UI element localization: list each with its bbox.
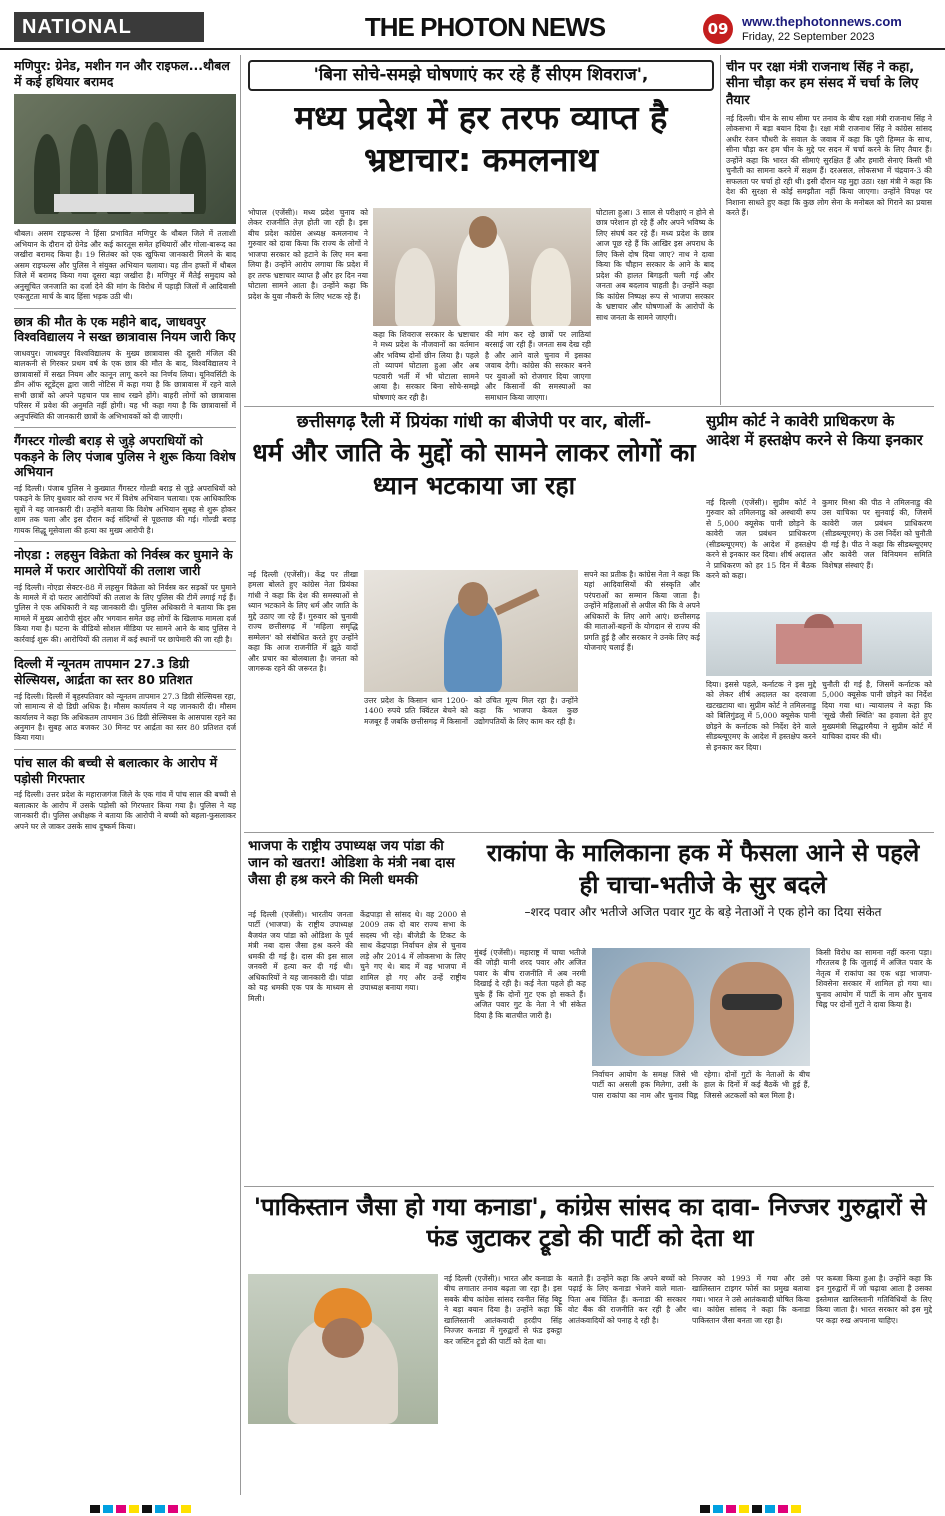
left-column [14, 58, 236, 1494]
headline-odisha: भाजपा के राष्ट्रीय उपाध्यक्ष जय पांडा की जान को खतरा! ओडिशा के मंत्री नबा दास जैसा ही हश्र करने की मिली धमकी [248, 838, 455, 888]
article-canada-col2: बताते हैं। उन्होंने कहा कि अपने बच्चों को पढ़ाई के लिए कनाडा भेजने वाले माता-पिता अब चिंतित हैं। कनाडा की सरकार वोट बैंक की राजनीति कर रही है और आतंकवादियों को पनाह दे रही है। [568, 1274, 686, 1325]
article-jadavpur: जाधवपुर। जाधवपुर विश्वविद्यालय के मुख्य छात्रावास की दूसरी मंजिल की बालकनी से गिरकर प्रथम वर्ष के एक छात्र की मौत के बाद, विश्वविद्यालय ने छात्रावासों में सख्त नियम और कानून लागू करने का निर्णय लिया। यूनिवर्सिटी के डीन ऑफ स्टूडेंट्स द्वारा जारी नोटिस में कहा गया है कि छात्रावास में रहने वाले सभी छात्रों को अपने पहचान पत्र साथ रखने होंगे। बाहरी लोगों को छात्रावास परिसर में प्रवेश की अनुमति नहीं होगी। यह भी कहा गया है कि छात्रावासों में अनुपस्थिति की जानकारी छात्रों के अभिभावकों को दी जाएगी। [14, 348, 236, 421]
article-ncp-col3: किसी विरोध का सामना नहीं करना पड़ा। गौरतलब है कि जुलाई में अजित पवार के नेतृत्व में राकांपा का एक धड़ा भाजपा-शिवसेना सरकार में शामिल हो गया था। चुनाव आयोग में पार्टी के नाम और चुनाव चिह्न पर दोनों गुटों ने दावा किया है। [816, 948, 932, 1010]
photo-supreme-court [706, 612, 932, 676]
article-canada-col3: निज्जर को 1993 में गया और उसे खालिस्तान टाइगर फोर्स का प्रमुख बताया गया। भारत ने उसे आतंकवादी घोषित किया था। कांग्रेस सांसद ने कहा कि कनाडा पाकिस्तान जैसा बनता जा रहा है। [692, 1274, 810, 1325]
column-divider [720, 55, 721, 405]
dateline: Friday, 22 September 2023 [742, 31, 875, 43]
headline-priyanka: धर्म और जाति के मुद्दों को सामने लाकर लोगों का ध्यान भटकाया जा रहा [252, 438, 696, 501]
headline-canada: 'पाकिस्तान जैसा हो गया कनाडा', कांग्रेस सांसद का दावा- निज्जर गुरुद्वारों से फंड जुटाकर ट्रूडो की पार्टी को देता था [253, 1193, 927, 1253]
article-kamalnath-col4: घोटाला हुआ। 3 साल से परीक्षाएं न होने से छात्र परेशान हो रहे हैं और अपने भविष्य के लिए संघर्ष कर रहे हैं। मध्य प्रदेश के छात्र आज पूछ रहे हैं कि आखिर इस अपराध के लिए किसे दोष दिया जाए? नाथ ने दावा किया कि चौहान सरकार के आने के बाद प्रदेश की हालत बिगड़ती चली गई और जनता अब बदलाव चाहती है। उन्होंने कहा कि कांग्रेस निष्पक्ष रूप से भाजपा सरकार के भ्रष्टाचार और घोषणाओं के आरोपों के साथ जनता के सामने जाएगी। [596, 208, 714, 322]
photo-manipur-weapons [14, 94, 236, 224]
article-priyanka-col2: उत्तर प्रदेश के किसान धान 1200-1400 रुपये प्रति क्विंटल बेचने को मजबूर हैं जबकि छत्तीसगढ़ में किसानों को उचित मूल्य मिल रहा है। उन्होंने कहा कि भाजपा केवल कुछ उद्योगपतियों के लिए काम कर रही है। [364, 696, 578, 726]
headline-cauvery: सुप्रीम कोर्ट ने कावेरी प्राधिकरण के आदेश में हस्तक्षेप करने से किया इनकार [706, 412, 923, 449]
story-canada [248, 1192, 932, 1492]
headline-goldy-brar: गैंगस्टर गोल्डी बराड़ से जुड़े अपराधियों को पकड़ने के लिए पंजाब पुलिस ने शुरू किया विशेष अभियान [14, 433, 236, 480]
article-priyanka-col1: नई दिल्ली (एजेंसी)। केंद्र पर तीखा हमला बोलते हुए कांग्रेस नेता प्रियंका गांधी ने कहा कि देश की समस्याओं से ध्यान भटकाने के लिए धर्म और जाति के मुद्दे उठाए जा रहे हैं। गुरुवार को चुनावी राज्य छत्तीसगढ़ में 'महिला समृद्धि सम्मेलन' को संबोधित करते हुए उन्होंने कहा कि आज राजनीति में झूठे वादों और प्रचार का बोलबाला है। जनता को जागरूक रहने की जरूरत है। [248, 570, 358, 674]
photo-pawar [592, 948, 810, 1066]
kicker-kamalnath: 'बिना सोचे-समझे घोषणाएं कर रहे हैं सीएम शिवराज', [248, 60, 714, 91]
color-registration-mark [90, 1498, 250, 1506]
headline-arrest: पांच साल की बच्ची से बलात्कार के आरोप में पड़ोसी गिरफ्तार [14, 754, 218, 786]
article-odisha-col2: केंद्रपाड़ा से सांसद थे। वह 2000 से 2009 तक दो बार राज्य सभा के सदस्य भी रहे। बीजेडी के टिकट के साथ केंद्रपाड़ा निर्वाचन क्षेत्र से चुनाव लड़े और 2014 में लोकसभा के लिए चुने गए थे। बाद में वह भाजपा में शामिल हो गए और उन्हें राष्ट्रीय उपाध्यक्ष बनाया गया। [360, 910, 466, 993]
story-ncp [474, 838, 932, 1184]
story-odisha [248, 838, 466, 1184]
article-priyanka-col3: सपने का प्रतीक है। कांग्रेस नेता ने कहा कि यहां आदिवासियों की संस्कृति और परंपराओं का सम्मान किया जाता है। उन्होंने महिलाओं से अपील की कि वे अपने अधिकारों के लिए आगे आएं। छत्तीसगढ़ की माताओं-बहनों के योगदान से राज्य की प्रगति हुई है और सरकार ने उनके लिए कई योजनाएं चलाई हैं। [584, 570, 700, 653]
article-goldy-brar: नई दिल्ली। पंजाब पुलिस ने कुख्यात गैंगस्टर गोल्डी बराड़ से जुड़े अपराधियों को पकड़ने के लिए बुधवार को राज्य भर में विशेष अभियान चलाया। एक आधिकारिक सूत्रों ने यह जानकारी दी। उन्होंने बताया कि विशेष अभियान सुबह से शुरू होकर शाम तक चला और इस दौरान कई संदिग्धों से पूछताछ की गई। गोल्डी बराड़ गायक सिद्धू मूसेवाला की हत्या का मुख्य आरोपी है। [14, 483, 236, 535]
article-kamalnath-col2: कहा कि शिवराज सरकार के भ्रष्टाचार ने मध्य प्रदेश के नौजवानों का वर्तमान और भविष्य दोनों छीन लिया है। पहले तो व्यापमं घोटाला हुआ और अब पटवारी भर्ती में भी घोटाला सामने आया है। सरकार बिना सोचे-समझे घोषणाएं कर रही है। [373, 330, 479, 402]
kicker-priyanka: छत्तीसगढ़ रैली में प्रियंका गांधी का बीजेपी पर वार, बोलीं- [296, 412, 652, 432]
photo-ravneet-bittu [248, 1274, 438, 1424]
headline-manipur: मणिपुर: ग्रेनेड, मशीन गन और राइफल...थौबल में कई हथियार बरामद [14, 58, 230, 89]
article-manipur: थौबल। असम राइफल्स ने हिंसा प्रभावित मणिपुर के थौबल जिले में तलाशी अभियान के दौरान दो ग्रेनेड और कई कारतूस समेत हथियारों और गोला-बारूद का जखीरा बरामद किया है। 19 सितंबर को एक खुफिया जानकारी मिलने के बाद असम राइफल्स और पुलिस ने संयुक्त अभियान चलाया। यह तीन हफ्तों में थौबल जिले में बरामद किया गया दूसरा बड़ा जखीरा है। मणिपुर में मैतेई समुदाय को अनुसूचित जनजाति का दर्जा देने की मांग के विरोध में पहाड़ी जिलों में आदिवासी एकजुटता मार्च के बाद हिंसा भड़क उठी थी। [14, 229, 236, 302]
article-rajnath: नई दिल्ली। चीन के साथ सीमा पर तनाव के बीच रक्षा मंत्री राजनाथ सिंह ने लोकसभा में बड़ा बयान दिया है। रक्षा मंत्री राजनाथ सिंह ने कांग्रेस सांसद अधीर रंजन चौधरी के सवाल के जवाब में कहा कि पूरी हिम्मत के साथ, सीना चौड़ा कर हम चीन के मुद्दे पर सदन में चर्चा करने के लिए तैयार हैं। उन्होंने कहा कि भारत की सीमाएं सुरक्षित हैं और हमारी सेनाएं किसी भी चुनौती का सामना करने में सक्षम हैं। दरअसल, लोकसभा में चंद्रयान-3 की सफलता पर चर्चा हो रही थी। इसी दौरान यह मुद्दा उठा। रक्षा मंत्री ने कहा कि देश की सुरक्षा से कोई समझौता नहीं किया जाएगा। उन्होंने विपक्ष पर निशाना साधते हुए कहा कि कुछ लोग सेना के मनोबल को गिराने का प्रयास करते हैं। [726, 113, 932, 217]
headline-rajnath: चीन पर रक्षा मंत्री राजनाथ सिंह ने कहा, सीना चौड़ा कर हम संसद में चर्चा के लिए तैयार [726, 60, 919, 108]
article-ncp-col2: निर्वाचन आयोग के समक्ष जिसे भी पार्टी का असली हक मिलेगा, उसी के पास राकांपा का नाम और चुनाव चिह्न रहेगा। दोनों गुटों के नेताओं के बीच हाल के दिनों में कई बैठकें भी हुई हैं, जिससे अटकलों को बल मिला है। [592, 1070, 810, 1100]
section-divider [244, 1186, 934, 1187]
article-cauvery-col2: कुमार मिश्रा की पीठ ने तमिलनाडु की उस याचिका पर सुनवाई की, जिसमें कावेरी जल प्रबंधन प्राधिकरण (सीडब्ल्यूएमए) के उस निर्देश को चुनौती दी गई है। पीठ ने कहा कि सीडब्ल्यूएमए और कावेरी जल विनियमन समिति विशेषज्ञ संस्थाएं हैं। [822, 498, 932, 570]
article-canada-col1: नई दिल्ली (एजेंसी)। भारत और कनाडा के बीच लगातार तनाव बढ़ता जा रहा है। इस सबके बीच कांग्रेस सांसद रवनीत सिंह बिट्टू ने बड़ा बयान दिया है। उन्होंने कहा कि खालिस्तानी आतंकवादी हरदीप सिंह निज्जर कनाडा में गुरुद्वारों से फंड इकट्ठा कर जस्टिन ट्रूडो की पार्टी को देता था। [444, 1274, 562, 1346]
section-label: NATIONAL [14, 12, 204, 42]
photo-priyanka [364, 570, 578, 692]
headline-jadavpur: छात्र की मौत के एक महीने बाद, जाधवपुर विश्वविद्यालय ने सख्त छात्रावास नियम जारी किए [14, 313, 236, 345]
story-cauvery [706, 412, 932, 830]
article-kamalnath-col1: भोपाल (एजेंसी)। मध्य प्रदेश चुनाव को लेकर राजनीति तेज़ होती जा रही है। इस बीच प्रदेश कांग्रेस अध्यक्ष कमलनाथ ने गुरुवार को दावा किया कि राज्य के लोगों ने भाजपा सरकार को हटाने के लिए मन बना लिया है। उन्होंने आरोप लगाया कि प्रदेश में हर तरफ भ्रष्टाचार व्याप्त है और हर दिन नया घोटाला सामने आता है। उन्होंने कहा कि प्रदेश के युवा नौकरी के लिए भटक रहे हैं। [248, 208, 368, 301]
headline-noida: नोएडा : लहसुन विक्रेता को निर्वस्त्र कर घुमाने के मामले में फरार आरोपियों की तलाश जारी [14, 547, 233, 578]
section-divider [244, 832, 934, 833]
website-link[interactable]: www.thephotonnews.com [742, 14, 902, 29]
article-kamalnath-col3: की मांग कर रहे छात्रों पर लाठियां बरसाई जा रही हैं। जनता सब देख रही है और आने वाले चुनाव में इसका जवाब देगी। कांग्रेस की सरकार बनने पर युवाओं को रोजगार दिया जाएगा और किसानों की समस्याओं का समाधान किया जाएगा। [485, 330, 591, 402]
headline-kamalnath: मध्य प्रदेश में हर तरफ व्याप्त है भ्रष्टाचार: कमलनाथ [294, 98, 668, 180]
section-divider [244, 406, 934, 407]
story-kamalnath [248, 60, 714, 404]
article-cauvery-col3: दिया। इससे पहले, कर्नाटक ने इस मुद्दे को लेकर शीर्ष अदालत का दरवाजा खटखटाया था। सुप्रीम कोर्ट ने तमिलनाडु को बिलिगुंडलू में 5,000 क्यूसेक पानी छोड़ने के कर्नाटक को निर्देश देने वाले सीडब्ल्यूएमए के आदेश में हस्तक्षेप करने से इनकार कर दिया। [706, 680, 816, 752]
masthead [0, 0, 945, 50]
story-priyanka [248, 412, 700, 830]
headline-ncp: राकांपा के मालिकाना हक में फैसला आने से पहले ही चाचा-भतीजे के सुर बदले [486, 839, 920, 899]
story-rajnath [726, 60, 932, 404]
color-registration-mark [700, 1498, 860, 1506]
headline-delhi-temperature: दिल्ली में न्यूनतम तापमान 27.3 डिग्री सेल्सियस, आर्द्रता का स्तर 80 प्रतिशत [14, 656, 193, 687]
subhead-ncp: –शरद पवार और भतीजे अजित पवार गुट के बड़े नेताओं ने एक होने का दिया संकेत [524, 905, 882, 920]
article-ncp-col1: मुंबई (एजेंसी)। महाराष्ट्र में चाचा भतीजे की जोड़ी यानी शरद पवार और अजित पवार के बीच राजनीति में अब नरमी दिखाई दे रही है। कई नेता पहले ही कह चुके हैं कि दोनों गुट एक हो सकते हैं। अजित पवार गुट के नेता ने भी संकेत दिया है कि बातचीत जारी है। [474, 948, 586, 1020]
paper-name: THE PHOTON NEWS [364, 12, 606, 42]
photo-kamalnath [373, 208, 591, 326]
article-arrest: नई दिल्ली। उत्तर प्रदेश के महाराजगंज जिले के एक गांव में पांच साल की बच्ची से बलात्कार के आरोप में उसके पड़ोसी को गिरफ्तार किया गया है। पुलिस ने यह जानकारी दी। पुलिस अधीक्षक ने बताया कि आरोपी ने बच्ची को बहला-फुसलाकर अपने घर ले जाकर उसके साथ दुष्कर्म किया। [14, 790, 236, 831]
column-divider [240, 55, 241, 1495]
article-cauvery-col1: नई दिल्ली (एजेंसी)। सुप्रीम कोर्ट ने गुरुवार को तमिलनाडु को अस्थायी रूप से 5,000 क्यूसेक पानी छोड़ने के कावेरी जल प्रबंधन प्राधिकरण (सीडब्ल्यूएमए) के आदेश में हस्तक्षेप करने से इनकार कर दिया। शीर्ष अदालत ने प्राधिकरण को हर 15 दिन में बैठक करने को कहा। [706, 498, 816, 581]
article-canada-col4: पर कब्जा किया हुआ है। उन्होंने कहा कि इन गुरुद्वारों में जो चढ़ावा आता है उसका इस्तेमाल खालिस्तानी गतिविधियों के लिए किया जाता है। भारत सरकार को इस मुद्दे पर कड़ा रुख अपनाना चाहिए। [816, 1274, 932, 1325]
article-delhi-temperature: नई दिल्ली। दिल्ली में बृहस्पतिवार को न्यूनतम तापमान 27.3 डिग्री सेल्सियस रहा, जो सामान्य से दो डिग्री अधिक है। मौसम कार्यालय ने यह जानकारी दी। मौसम कार्यालय ने कहा कि अधिकतम तापमान 36 डिग्री सेल्सियस के आसपास रहने का अनुमान है। सुबह आठ बजकर 30 मिनट पर आर्द्रता का स्तर 80 प्रतिशत दर्ज किया गया। [14, 691, 236, 743]
page-number: 09 [703, 14, 733, 44]
article-noida: नई दिल्ली। नोएडा सेक्टर-88 में लहसुन विक्रेता को निर्वस्त्र कर सड़कों पर घुमाने के मामले में दो फरार आरोपियों की तलाश के लिए पुलिस की टीमें लगाई गई हैं। पुलिस ने एक अधिकारी ने यह जानकारी दी। पुलिस अधिकारी ने बताया कि इस मामले में मुख्य आरोपी सुंदर और भगवान समेत छह लोगों के खिलाफ मामला दर्ज किया गया है। घटना के वीडियो सोशल मीडिया पर सामने आने के बाद पुलिस ने कार्रवाई शुरू की। आरोपियों की तलाश में कई स्थानों पर छापेमारी की जा रही है। [14, 582, 236, 644]
article-odisha-col1: नई दिल्ली (एजेंसी)। भारतीय जनता पार्टी (भाजपा) के राष्ट्रीय उपाध्यक्ष बैजयंत जय पांडा को ओडिशा के पूर्व मंत्री नबा दास जैसा हश्र करने की धमकी दी गई है। दास की इस साल जनवरी में हत्या कर दी गई थी। अधिकारियों ने यह जानकारी दी। पांडा को यह धमकी एक पत्र के माध्यम से मिली। [248, 910, 353, 1003]
article-cauvery-col4: चुनौती दी गई है, जिसमें कर्नाटक को 5,000 क्यूसेक पानी छोड़ने का निर्देश दिया गया था। न्यायालय ने कहा कि 'सूखे जैसी स्थिति' का हवाला देते हुए मुख्यमंत्री सिद्धारमैया ने सुप्रीम कोर्ट में याचिका दायर की थी। [822, 680, 932, 742]
